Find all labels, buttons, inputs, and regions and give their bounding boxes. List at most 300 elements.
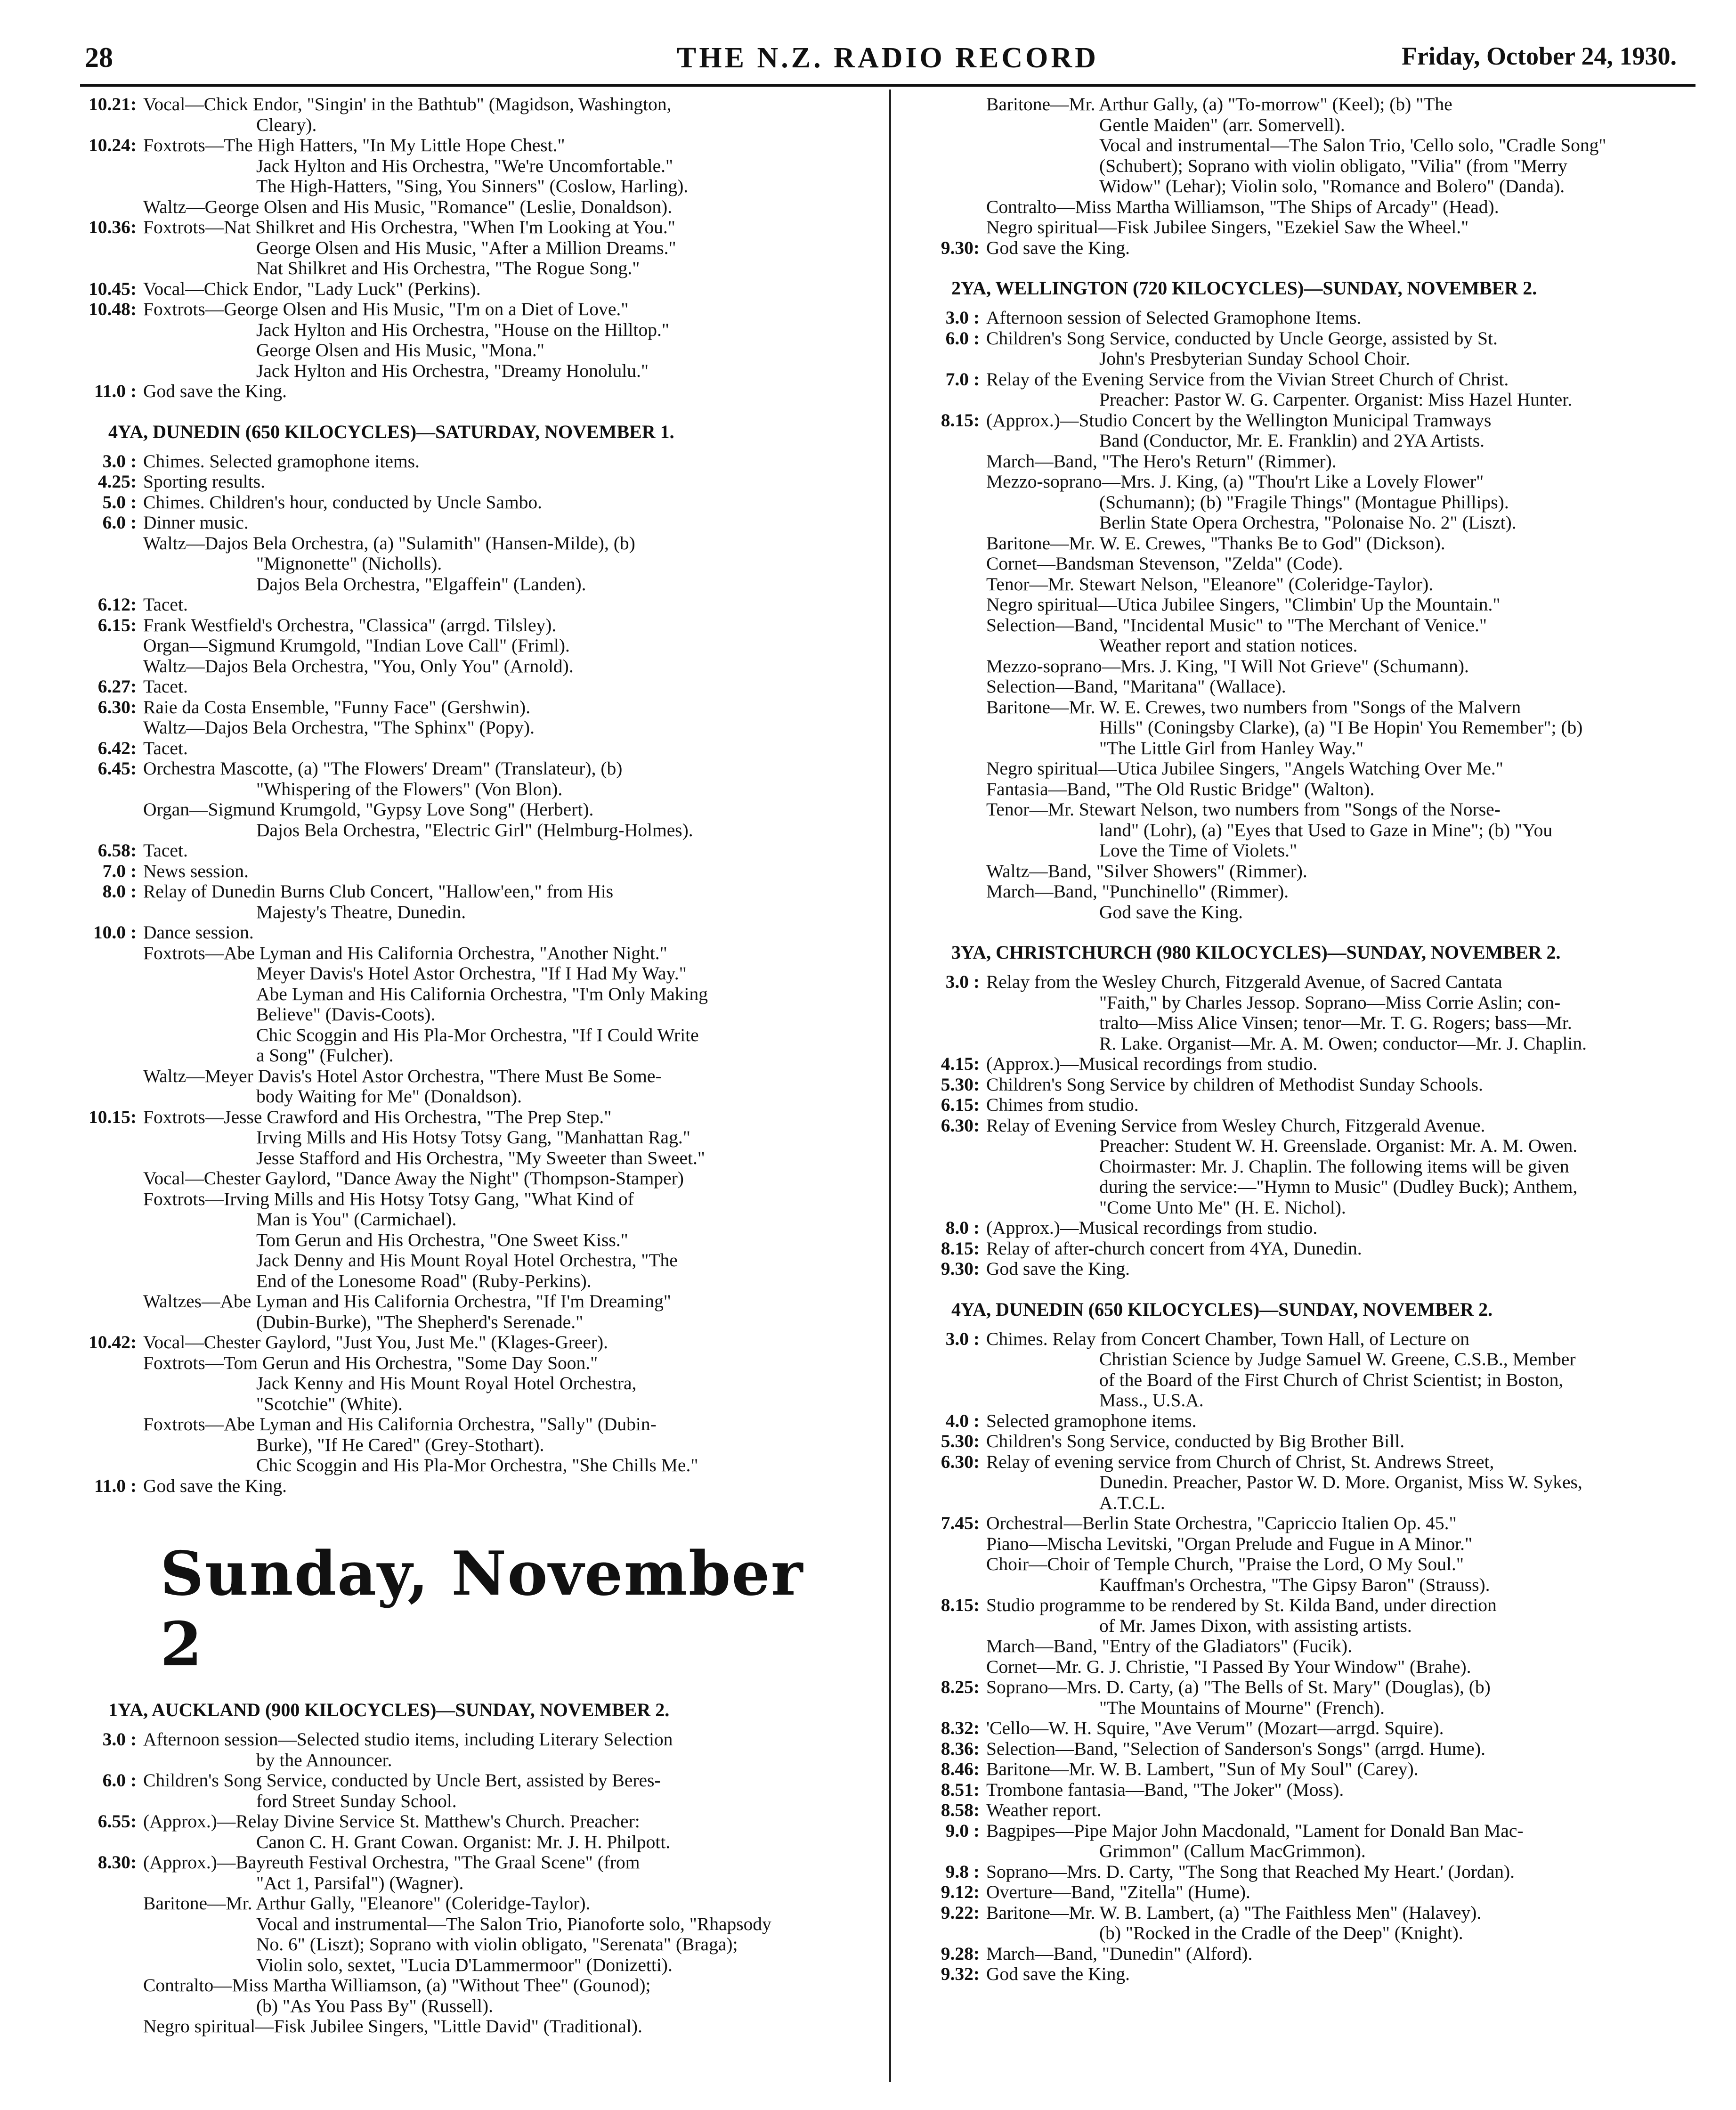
entry-text — [143, 881, 867, 922]
entry-time: 3.0 : — [945, 307, 980, 328]
entry-time — [909, 94, 986, 238]
station-heading: 1YA, AUCKLAND (900 KILOCYCLES)—SUNDAY, NOVEMBER 2. — [108, 1699, 670, 1720]
entry-time: 8.30: — [97, 1852, 137, 1873]
entry-line: Band (Conductor, Mr. E. Franklin) and 2YA Artists. — [1099, 430, 1485, 451]
entry-line: Violin solo, sextet, "Lucia D'Lammermoor" (Donizetti). — [256, 1954, 673, 1975]
entry-text — [986, 1677, 1719, 1718]
entry-line: Trombone fantasia—Band, "The Joker" (Moss). — [986, 1779, 1344, 1800]
entry-line: John's Presbyterian Sunday School Choir. — [1099, 348, 1410, 369]
section-4ya-saturday — [66, 451, 867, 1497]
entry-line: Jesse Stafford and His Orchestra, "My Sweeter than Sweet." — [256, 1147, 705, 1168]
entry-time: 10.48: — [88, 299, 137, 319]
entry-time: 8.15: — [941, 1238, 980, 1259]
entry-line: Foxtrots—Jesse Crawford and His Orchestra, "The Prep Step." — [143, 1106, 612, 1127]
entry-text — [986, 369, 1719, 410]
entry-line: Baritone—Mr. W. B. Lambert, "Sun of My Soul" (Carey). — [986, 1759, 1419, 1779]
entry-time: 6.55: — [97, 1811, 137, 1832]
schedule-entry — [909, 1677, 1719, 1718]
entry-text — [986, 308, 1719, 328]
entry-line: Relay of Dunedin Burns Club Concert, "Hallow'een," from His — [143, 881, 614, 902]
entry-line: God save the King. — [986, 1963, 1130, 1984]
entry-line: Widow" (Lehar); Violin solo, "Romance and Bolero" (Danda). — [1099, 176, 1565, 196]
entry-time: 5.30: — [941, 1431, 980, 1451]
entry-line: Jack Denny and His Mount Royal Hotel Orchestra, "The — [256, 1250, 678, 1271]
schedule-entry — [66, 1770, 867, 1811]
schedule-entry — [909, 94, 1719, 238]
entry-line: Majesty's Theatre, Dunedin. — [256, 901, 466, 922]
schedule-entry — [909, 1759, 1719, 1780]
entry-line: God save the King. — [986, 1258, 1130, 1279]
entry-time: 6.30: — [97, 696, 137, 717]
entry-text — [143, 697, 867, 738]
day-heading: Sunday, November 2 — [160, 1539, 804, 1680]
schedule-entry — [909, 1218, 1719, 1238]
entry-line: Negro spiritual—Fisk Jubilee Singers, "Ezekiel Saw the Wheel." — [986, 217, 1469, 237]
entry-line: "Faith," by Charles Jessop. Soprano—Miss Corrie Aslin; con- — [1099, 992, 1561, 1013]
schedule-entry — [909, 1964, 1719, 1985]
entry-line: Soprano—Mrs. D. Carty, "The Song that Reached My Heart.' (Jordan). — [986, 1861, 1515, 1882]
schedule-entry — [66, 451, 867, 472]
entry-line: Waltzes—Abe Lyman and His California Orchestra, "If I'm Dreaming" — [143, 1291, 671, 1312]
entry-line: George Olsen and His Music, "Mona." — [256, 340, 544, 360]
section-left-continuation — [66, 94, 867, 402]
entry-line: Dajos Bela Orchestra, "Electric Girl" (Helmburg-Holmes). — [256, 819, 693, 840]
entry-text — [143, 861, 867, 882]
schedule-entry — [66, 922, 867, 1107]
schedule-entry — [66, 738, 867, 759]
schedule-entry — [909, 972, 1719, 1054]
schedule-entry — [909, 1411, 1719, 1432]
entry-text — [986, 1903, 1719, 1944]
entry-text — [986, 1431, 1719, 1452]
entry-line: (Dubin-Burke), "The Shepherd's Serenade." — [256, 1311, 584, 1332]
schedule-entry — [66, 279, 867, 300]
page-header — [80, 41, 1695, 87]
entry-line: Canon C. H. Grant Cowan. Organist: Mr. J. H. Philpott. — [256, 1831, 671, 1852]
schedule-entry — [66, 1107, 867, 1333]
entry-time: 4.15: — [941, 1053, 980, 1074]
entry-line: Baritone—Mr. Arthur Gally, (a) "To-morrow" (Keel); (b) "The — [986, 94, 1452, 114]
entry-text — [986, 1238, 1719, 1259]
schedule-entry — [909, 1513, 1719, 1595]
entry-line: Choirmaster: Mr. J. Chaplin. The following items will be given — [1099, 1156, 1569, 1177]
entry-line: God save the King. — [143, 1475, 287, 1496]
entry-time: 8.15: — [941, 409, 980, 431]
entry-line: Relay from the Wesley Church, Fitzgerald Avenue, of Sacred Cantata — [986, 971, 1502, 992]
schedule-entry — [66, 595, 867, 615]
entry-time: 6.30: — [941, 1115, 980, 1136]
schedule-entry — [66, 513, 867, 595]
schedule-entry — [909, 1862, 1719, 1882]
entry-line: Dunedin. Preacher, Pastor W. D. More. Organist, Miss W. Sykes, — [1099, 1472, 1582, 1492]
entry-line: Tacet. — [143, 594, 188, 615]
entry-line: Abe Lyman and His California Orchestra, "I'm Only Making — [256, 983, 708, 1004]
entry-line: of Mr. James Dixon, with assisting artists. — [1099, 1615, 1412, 1636]
section-4ya-sunday — [909, 1329, 1719, 1985]
entry-line: by the Announcer. — [256, 1749, 392, 1770]
entry-time: 6.0 : — [102, 512, 137, 533]
entry-text — [986, 1075, 1719, 1095]
entry-line: Fantasia—Band, "The Old Rustic Bridge" (Walton). — [986, 778, 1375, 799]
schedule-entry — [909, 1054, 1719, 1075]
entry-line: A.T.C.L. — [1099, 1492, 1165, 1513]
entry-line: Berlin State Opera Orchestra, "Polonaise No. 2" (Liszt). — [1099, 512, 1517, 533]
entry-text — [143, 1332, 867, 1476]
schedule-entry — [909, 1800, 1719, 1821]
entry-line: of the Board of the First Church of Christ Scientist; in Boston, — [1099, 1369, 1564, 1390]
entry-time: 5.30: — [941, 1074, 980, 1095]
entry-text — [143, 1729, 867, 1770]
entry-time: 8.0 : — [945, 1217, 980, 1238]
entry-text — [143, 1770, 867, 1811]
entry-line: Contralto—Miss Martha Williamson, (a) "Without Thee" (Gounod); — [143, 1975, 651, 1996]
entry-text — [986, 1821, 1719, 1862]
entry-text — [143, 676, 867, 697]
entry-time: 10.36: — [88, 217, 137, 237]
schedule-entry — [909, 1595, 1719, 1677]
entry-time: 9.30: — [941, 237, 980, 258]
entry-line: Irving Mills and His Hotsy Totsy Gang, "Manhattan Rag." — [256, 1127, 690, 1148]
schedule-entry — [66, 217, 867, 279]
entry-time: 9.22: — [941, 1902, 980, 1923]
entry-text — [986, 328, 1719, 369]
entry-line: Waltz—Dajos Bela Orchestra, "You, Only You" (Arnold). — [143, 655, 574, 676]
entry-time: 9.8 : — [945, 1861, 980, 1882]
entry-line: Negro spiritual—Fisk Jubilee Singers, "Little David" (Traditional). — [143, 2016, 642, 2037]
entry-line: Meyer Davis's Hotel Astor Orchestra, "If I Had My Way." — [256, 963, 687, 984]
entry-time: 11.0 : — [94, 1475, 137, 1496]
entry-line: Foxtrots—George Olsen and His Music, "I'm on a Diet of Love." — [143, 299, 629, 319]
entry-line: Nat Shilkret and His Orchestra, "The Rogue Song." — [256, 258, 640, 278]
entry-line: Tacet. — [143, 840, 188, 861]
entry-line: George Olsen and His Music, "After a Million Dreams." — [256, 237, 676, 258]
entry-line: No. 6" (Liszt); Soprano with violin obligato, "Serenata" (Braga); — [256, 1934, 738, 1955]
schedule-entry — [909, 410, 1719, 923]
entry-line: Vocal—Chick Endor, "Lady Luck" (Perkins). — [143, 278, 481, 299]
entry-text — [986, 1780, 1719, 1800]
entry-line: Vocal—Chester Gaylord, "Just You, Just Me." (Klages-Greer). — [143, 1332, 608, 1352]
entry-line: Selection—Band, "Incidental Music" to "The Merchant of Venice." — [986, 614, 1487, 635]
entry-line: March—Band, "Entry of the Gladiators" (Fucik). — [986, 1636, 1353, 1656]
entry-line: tralto—Miss Alice Vinsen; tenor—Mr. T. G. Rogers; bass—Mr. — [1099, 1012, 1572, 1033]
entry-line: News session. — [143, 860, 249, 881]
entry-time: 4.25: — [97, 471, 137, 492]
entry-time: 6.0 : — [945, 327, 980, 349]
entry-line: Baritone—Mr. W. E. Crewes, "Thanks Be to God" (Dickson). — [986, 532, 1445, 554]
entry-line: Selection—Band, "Maritana" (Wallace). — [986, 676, 1286, 697]
entry-line: Gentle Maiden" (arr. Somervell). — [1099, 114, 1345, 135]
entry-line: Studio programme to be rendered by St. Kilda Band, under direction — [986, 1595, 1497, 1615]
entry-text — [986, 972, 1719, 1054]
entry-line: Tom Gerun and His Orchestra, "One Sweet Kiss." — [256, 1229, 628, 1250]
entry-line: Baritone—Mr. Arthur Gally, "Eleanore" (Coleridge-Taylor). — [143, 1893, 591, 1914]
section-2ya-sunday — [909, 308, 1719, 922]
entry-time: 9.30: — [941, 1258, 980, 1279]
entry-line: Vocal—Chester Gaylord, "Dance Away the Night" (Thompson-Stamper) — [143, 1168, 684, 1189]
entry-time: 10.15: — [88, 1106, 137, 1127]
entry-line: God save the King. — [1099, 901, 1243, 922]
schedule-entry — [66, 135, 867, 217]
schedule-entry — [909, 238, 1719, 259]
entry-time: 8.15: — [941, 1595, 980, 1615]
entry-text — [143, 1107, 867, 1333]
entry-time: 6.15: — [97, 614, 137, 635]
entry-time: 9.32: — [941, 1963, 980, 1984]
schedule-entry — [909, 308, 1719, 328]
schedule-entry — [909, 1238, 1719, 1259]
entry-line: Negro spiritual—Utica Jubilee Singers, "Angels Watching Over Me." — [986, 758, 1503, 779]
entry-line: "Mignonette" (Nicholls). — [256, 553, 442, 574]
entry-line: Children's Song Service, conducted by Big Brother Bill. — [986, 1431, 1405, 1451]
entry-time: 3.0 : — [945, 971, 980, 992]
entry-line: (Approx.)—Musical recordings from studio. — [986, 1053, 1318, 1074]
schedule-entry — [66, 861, 867, 882]
entry-line: 'Cello—W. H. Squire, "Ave Verum" (Mozart—arrgd. Squire). — [986, 1718, 1444, 1738]
entry-text — [986, 1882, 1719, 1903]
entry-line: Foxtrots—Irving Mills and His Hotsy Totsy Gang, "What Kind of — [143, 1188, 634, 1209]
entry-text — [986, 1739, 1719, 1760]
entry-line: Bagpipes—Pipe Major John Macdonald, "Lament for Donald Ban Mac- — [986, 1820, 1524, 1841]
entry-time: 6.58: — [97, 840, 137, 861]
entry-line: (Approx.)—Studio Concert by the Wellington Municipal Tramways — [986, 409, 1492, 431]
entry-time: 3.0 : — [945, 1328, 980, 1349]
column-divider — [889, 90, 891, 2082]
schedule-entry — [909, 1739, 1719, 1760]
entry-text — [143, 451, 867, 472]
station-heading: 4YA, DUNEDIN (650 KILOCYCLES)—SUNDAY, NOVEMBER 2. — [951, 1298, 1493, 1320]
entry-time: 3.0 : — [102, 1729, 137, 1750]
entry-line: Kauffman's Orchestra, "The Gipsy Baron" (Strauss). — [1099, 1574, 1490, 1595]
schedule-entry — [909, 1903, 1719, 1944]
entry-text — [143, 217, 867, 279]
entry-line: Afternoon session of Selected Gramophone Items. — [986, 307, 1362, 328]
entry-line: "The Mountains of Mourne" (French). — [1099, 1697, 1385, 1718]
schedule-entry — [909, 1882, 1719, 1903]
schedule-entry — [66, 758, 867, 840]
entry-text — [143, 472, 867, 492]
entry-line: March—Band, "Dunedin" (Alford). — [986, 1943, 1253, 1964]
entry-text — [986, 1218, 1719, 1238]
entry-text — [143, 738, 867, 759]
entry-line: Relay of evening service from Church of Christ, St. Andrews Street, — [986, 1451, 1494, 1472]
entry-line: End of the Lonesome Road" (Ruby-Perkins). — [256, 1270, 592, 1291]
entry-text — [986, 1411, 1719, 1432]
entry-line: Raie da Costa Ensemble, "Funny Face" (Gershwin). — [143, 696, 531, 717]
entry-text — [143, 922, 867, 1107]
entry-line: "Scotchie" (White). — [256, 1393, 403, 1414]
entry-text — [143, 1476, 867, 1497]
entry-text — [986, 1595, 1719, 1677]
entry-line: Piano—Mischa Levitski, "Organ Prelude and Fugue in A Minor." — [986, 1533, 1473, 1554]
entry-text — [143, 513, 867, 595]
schedule-entry — [909, 1821, 1719, 1862]
entry-line: Waltz—Dajos Bela Orchestra, "The Sphinx" (Popy). — [143, 717, 535, 738]
entry-line: Foxtrots—Tom Gerun and His Orchestra, "Some Day Soon." — [143, 1352, 598, 1373]
entry-line: ford Street Sunday School. — [256, 1790, 457, 1811]
entry-line: Love the Time of Violets." — [1099, 840, 1298, 861]
entry-line: Foxtrots—Abe Lyman and His California Orchestra, "Another Night." — [143, 942, 667, 963]
entry-text — [986, 1054, 1719, 1075]
entry-line: Weather report. — [986, 1800, 1102, 1820]
entry-line: Chimes. Children's hour, conducted by Uncle Sambo. — [143, 491, 542, 513]
entry-line: Overture—Band, "Zitella" (Hume). — [986, 1882, 1250, 1902]
entry-line: (Approx.)—Relay Divine Service St. Matthew's Church. Preacher: — [143, 1811, 640, 1832]
schedule-entry — [66, 1729, 867, 1770]
entry-line: "Come Unto Me" (H. E. Nichol). — [1099, 1197, 1346, 1218]
entry-line: Waltz—Meyer Davis's Hotel Astor Orchestra, "There Must Be Some- — [143, 1065, 662, 1086]
entry-text — [986, 1095, 1719, 1116]
entry-time: 6.27: — [97, 676, 137, 697]
entry-line: (b) "As You Pass By" (Russell). — [256, 1995, 494, 2016]
entry-line: God save the King. — [143, 381, 287, 401]
entry-line: Baritone—Mr. W. E. Crewes, two numbers from "Songs of the Malvern — [986, 696, 1521, 717]
entry-text — [986, 1513, 1719, 1595]
schedule-entry — [66, 840, 867, 861]
entry-text — [143, 1852, 867, 2037]
entry-time: 4.0 : — [945, 1410, 980, 1431]
entry-text — [143, 279, 867, 300]
entry-text — [986, 238, 1719, 259]
entry-line: Mezzo-soprano—Mrs. J. King, (a) "Thou'rt Like a Lovely Flower" — [986, 471, 1484, 492]
entry-time: 8.51: — [941, 1779, 980, 1800]
entry-line: Preacher: Student W. H. Greenslade. Organist: Mr. A. M. Owen. — [1099, 1135, 1578, 1156]
entry-line: a Song" (Fulcher). — [256, 1045, 394, 1066]
entry-line: Orchestral—Berlin State Orchestra, "Capriccio Italien Op. 45." — [986, 1513, 1457, 1533]
entry-line: Soprano—Mrs. D. Carty, (a) "The Bells of St. Mary" (Douglas), (b) — [986, 1677, 1491, 1697]
entry-line: Mezzo-soprano—Mrs. J. King, "I Will Not Grieve" (Schumann). — [986, 655, 1469, 676]
entry-line: Contralto—Miss Martha Williamson, "The Ships of Arcady" (Head). — [986, 196, 1499, 217]
entry-time: 6.12: — [97, 594, 137, 615]
schedule-entry — [66, 1852, 867, 2037]
entry-line: Orchestra Mascotte, (a) "The Flowers' Dream" (Translateur), (b) — [143, 758, 623, 779]
entry-text — [143, 135, 867, 217]
station-heading: 3YA, CHRISTCHURCH (980 KILOCYCLES)—SUNDAY, NOVEMBER 2. — [951, 942, 1561, 963]
entry-time: 3.0 : — [102, 450, 137, 472]
station-heading: 2YA, WELLINGTON (720 KILOCYCLES)—SUNDAY, NOVEMBER 2. — [951, 277, 1537, 299]
entry-line: Jack Hylton and His Orchestra, "Dreamy Honolulu." — [256, 360, 649, 381]
entry-line: Waltz—Band, "Silver Showers" (Rimmer). — [986, 860, 1307, 881]
schedule-entry — [909, 1075, 1719, 1095]
entry-line: Waltz—Dajos Bela Orchestra, (a) "Sulamith" (Hansen-Milde), (b) — [143, 532, 635, 554]
entry-time: 7.0 : — [102, 860, 137, 881]
entry-line: (Approx.)—Bayreuth Festival Orchestra, "The Graal Scene" (from — [143, 1852, 640, 1873]
schedule-entry — [909, 1095, 1719, 1116]
entry-line: Selected gramophone items. — [986, 1410, 1197, 1431]
entry-time: 10.45: — [88, 278, 137, 299]
entry-text — [143, 840, 867, 861]
entry-line: Chimes from studio. — [986, 1094, 1139, 1115]
schedule-entry — [66, 1332, 867, 1476]
schedule-entry — [66, 94, 867, 135]
entry-line: Burke), "If He Cared" (Grey-Stothart). — [256, 1434, 544, 1455]
entry-line: Relay of after-church concert from 4YA, Dunedin. — [986, 1238, 1362, 1259]
entry-line: Jack Hylton and His Orchestra, "House on the Hilltop." — [256, 319, 669, 340]
entry-line: body Waiting for Me" (Donaldson). — [256, 1086, 522, 1107]
schedule-entry — [66, 381, 867, 402]
schedule-entry — [66, 881, 867, 922]
entry-line: Man is You" (Carmichael). — [256, 1209, 457, 1230]
schedule-entry — [909, 1944, 1719, 1964]
entry-time: 8.46: — [941, 1759, 980, 1779]
entry-line: Negro spiritual—Utica Jubilee Singers, "Climbin' Up the Mountain." — [986, 594, 1501, 615]
entry-time: 6.42: — [97, 737, 137, 758]
entry-line: Dinner music. — [143, 512, 249, 533]
entry-line: Vocal and instrumental—The Salon Trio, 'Cello solo, "Cradle Song" — [1099, 135, 1606, 155]
entry-line: Sporting results. — [143, 471, 265, 492]
entry-line: Chic Scoggin and His Pla-Mor Orchestra, "She Chills Me." — [256, 1455, 698, 1475]
right-column — [909, 94, 1719, 2091]
entry-line: Relay of Evening Service from Wesley Church, Fitzgerald Avenue. — [986, 1115, 1485, 1136]
entry-line: Afternoon session—Selected studio items, including Literary Selection — [143, 1729, 673, 1750]
entry-time: 10.0 : — [93, 922, 137, 943]
entry-line: Jack Hylton and His Orchestra, "We're Uncomfortable." — [256, 155, 673, 176]
schedule-entry — [909, 1259, 1719, 1279]
schedule-entry — [909, 1116, 1719, 1218]
entry-text — [986, 94, 1719, 238]
entry-line: Cleary). — [256, 114, 317, 135]
section-1ya-continuation — [909, 94, 1719, 258]
entry-line: Hills" (Coningsby Clarke), (a) "I Be Hopin' You Remember"; (b) — [1099, 717, 1583, 738]
schedule-entry — [66, 299, 867, 381]
entry-text — [986, 1116, 1719, 1218]
entry-text — [143, 94, 867, 135]
entry-line: Mass., U.S.A. — [1099, 1390, 1204, 1410]
schedule-entry — [66, 697, 867, 738]
entry-text — [143, 615, 867, 677]
entry-line: Believe" (Davis-Coots). — [256, 1004, 436, 1025]
entry-text — [986, 1329, 1719, 1411]
entry-time: 6.30: — [941, 1451, 980, 1472]
entry-line: Organ—Sigmund Krumgold, "Indian Love Call" (Friml). — [143, 635, 570, 656]
entry-line: Waltz—George Olsen and His Music, "Romance" (Leslie, Donaldson). — [143, 196, 673, 217]
entry-line: Cornet—Mr. G. J. Christie, "I Passed By Your Window" (Brahe). — [986, 1656, 1471, 1677]
entry-time: 11.0 : — [94, 381, 137, 401]
entry-line: Dance session. — [143, 922, 254, 943]
entry-line: during the service:—"Hymn to Music" (Dudley Buck); Anthem, — [1099, 1176, 1578, 1197]
entry-line: "Act 1, Parsifal") (Wagner). — [256, 1872, 464, 1893]
entry-text — [143, 492, 867, 513]
schedule-entry — [909, 1452, 1719, 1514]
entry-line: Preacher: Pastor W. G. Carpenter. Organist: Miss Hazel Hunter. — [1099, 389, 1573, 410]
entry-line: Foxtrots—Abe Lyman and His California Orchestra, "Sally" (Dubin- — [143, 1414, 657, 1434]
schedule-entry — [909, 1329, 1719, 1411]
masthead: THE N.Z. RADIO RECORD — [677, 42, 1099, 74]
left-column — [66, 94, 867, 2091]
entry-text — [986, 1452, 1719, 1514]
issue-date: Friday, October 24, 1930. — [1402, 42, 1677, 70]
entry-time: 9.12: — [941, 1882, 980, 1902]
entry-time: 8.36: — [941, 1738, 980, 1759]
schedule-entry — [66, 615, 867, 677]
entry-line: God save the King. — [986, 237, 1130, 258]
entry-text — [986, 1944, 1719, 1964]
schedule-entry — [909, 1718, 1719, 1739]
entry-text — [986, 1964, 1719, 1985]
entry-time: 10.21: — [88, 94, 137, 114]
schedule-entry — [66, 1476, 867, 1497]
entry-line: Christian Science by Judge Samuel W. Greene, C.S.B., Member — [1099, 1349, 1576, 1369]
entry-text — [986, 1259, 1719, 1279]
entry-time: 9.28: — [941, 1943, 980, 1964]
entry-line: "Whispering of the Flowers" (Von Blon). — [256, 778, 563, 799]
schedule-entry — [909, 369, 1719, 410]
entry-line: Frank Westfield's Orchestra, "Classica" (arrgd. Tilsley). — [143, 614, 557, 635]
entry-time: 7.45: — [941, 1513, 980, 1533]
entry-time: 6.15: — [941, 1094, 980, 1115]
entry-line: Jack Kenny and His Mount Royal Hotel Orchestra, — [256, 1373, 637, 1393]
entry-text — [986, 410, 1719, 923]
entry-line: (Schumann); (b) "Fragile Things" (Montague Phillips). — [1099, 491, 1509, 513]
